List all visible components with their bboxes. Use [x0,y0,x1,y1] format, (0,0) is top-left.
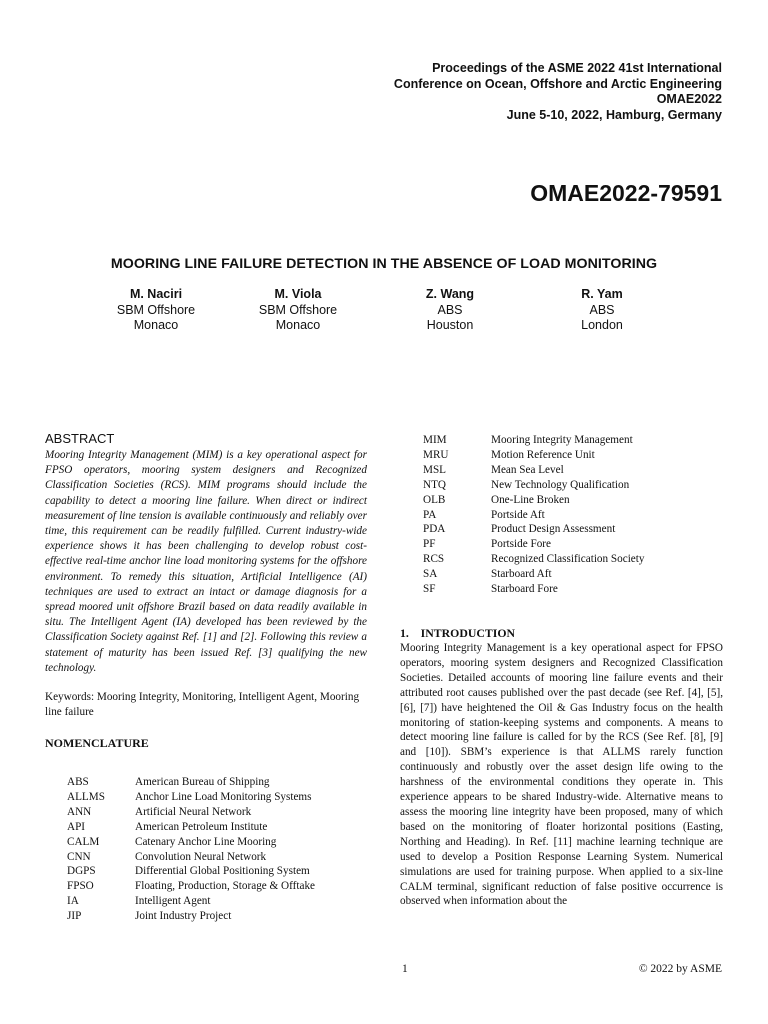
nomenclature-def: American Bureau of Shipping [135,776,270,788]
nomenclature-abbr: OLB [423,493,446,506]
paper-id: OMAE2022-79591 [530,180,722,206]
nomenclature-abbr: PDA [423,523,446,536]
nomenclature-def: Catenary Anchor Line Mooring [135,835,277,848]
author-block [213,287,383,334]
nomenclature-def: Joint Industry Project [135,910,232,923]
nomenclature-abbr: PA [423,508,437,521]
author-name: Z. Wang [425,287,475,301]
nomenclature-row [423,433,723,448]
nomenclature-abbr: ABS [67,776,89,788]
nomenclature-def: Intelligent Agent [135,895,211,908]
nomenclature-def: New Technology Qualification [491,478,630,491]
nomenclature-row [423,463,723,478]
nomenclature-row [423,478,723,493]
introduction-body: Mooring Integrity Management is a key operational aspect for FPSO operators, mooring system designers and Recognized Classification Societies. Detailed accounts of mooring line failure events and their attributed root causes published over the past decade (see Ref. [4], [5], [6], [7]) have heightened the Oil & Gas Industry focus on the health monitoring of station-keeping systems and components. A means to detect mooring line failure is called for by the RCS (See Ref. [8], [9] and [10]). SBM’s experience is that ALLMS rarely function continuously and robustly over the asset design life owing to the harshness of the environmental conditions they operate in. This experience appears to be shared Industry-wide. Alternative means to assess the mooring line integrity have been proposed, many of which based on the monitoring of floater horizontal positions (Easting, Northing and Heading). In Ref. [11] machine learning technique are used to develop a Position Response Learning System. Numerical simulations are used for training purpose. When applied to a six-line CALM terminal, significant reduction of false positive occurrence is observed when information about the [400,642,723,908]
nomenclature-def: Portside Aft [491,508,545,521]
nomenclature-row [423,508,723,523]
author-name: M. Naciri [129,287,183,301]
page-number: 1 [402,963,408,975]
nomenclature-def: Differential Global Positioning System [135,865,310,878]
nomenclature-abbr: JIP [67,910,82,923]
nomenclature-abbr: FPSO [67,880,94,893]
author-location: London [581,318,623,332]
header-line: OMAE2022 [656,92,722,106]
header-line: Proceedings of the ASME 2022 41st International [432,61,722,75]
nomenclature-row [423,552,723,567]
nomenclature-abbr: MIM [423,434,447,446]
nomenclature-heading: NOMENCLATURE [45,736,149,751]
header-line: June 5-10, 2022, Hamburg, Germany [506,107,722,122]
introduction-section [400,626,723,909]
proceedings-header [394,61,722,123]
author-location: Monaco [275,318,321,332]
author-block [517,287,687,334]
author-block [365,287,535,334]
author-name: R. Yam [581,287,623,301]
nomenclature-row [423,493,723,508]
nomenclature-abbr: CALM [67,835,100,848]
abstract-body: Mooring Integrity Management (MIM) is a key operational aspect for FPSO operators, mooring system designers and Recognized Classification Societies (RCS). MIM programs should include the capability to detect a mooring line failure. When direct or indirect measurement of line tension is available continuously and reliably over time, this requirement can be readily fulfilled. Current industry-wide experience shows it has been challenging to develop robust cost-effective real-time anchor line load monitoring systems for the offshore environment. To remedy this situation, Artificial Intelligence (AI) techniques are used to extract an intact or damage diagnosis for a spread moored unit offshore Brazil based on data readily available in situ. The Intelligent Agent (IA) developed has been reviewed by the Classification Society against Ref. [1] and [2]. Following this review a statement of maturity has been issued Ref. [3] qualifying the new technology. [45,449,367,674]
nomenclature-row [67,835,367,850]
nomenclature-def: Convolution Neural Network [135,850,267,863]
nomenclature-list-right [423,433,723,597]
nomenclature-abbr: ANN [67,805,92,818]
author-location: Houston [426,318,474,332]
nomenclature-def: Starboard Aft [491,568,552,581]
nomenclature-row [67,894,367,909]
introduction-heading: 1. INTRODUCTION [400,626,516,640]
abstract-heading: ABSTRACT [45,431,115,446]
header-line: Conference on Ocean, Offshore and Arctic Engineering [393,76,722,91]
nomenclature-def: Motion Reference Unit [491,448,595,461]
nomenclature-abbr: ALLMS [67,790,105,803]
nomenclature-row [423,522,723,537]
author-affiliation: SBM Offshore [258,302,338,317]
author-name: M. Viola [274,287,322,301]
nomenclature-abbr: NTQ [423,478,446,491]
nomenclature-row [67,879,367,894]
nomenclature-abbr: RCS [423,553,445,566]
nomenclature-row [67,850,367,865]
nomenclature-def: Portside Fore [491,538,551,551]
nomenclature-def: Starboard Fore [491,583,558,596]
nomenclature-def: American Petroleum Institute [135,820,268,833]
nomenclature-abbr: SA [423,568,438,581]
nomenclature-row [423,582,723,597]
nomenclature-abbr: MRU [423,448,449,461]
nomenclature-abbr: API [67,820,86,833]
nomenclature-def: Mean Sea Level [491,463,564,476]
paper-title: MOORING LINE FAILURE DETECTION IN THE ABSENCE OF LOAD MONITORING [110,256,658,272]
nomenclature-row [67,820,367,835]
nomenclature-abbr: MSL [423,463,447,476]
nomenclature-abbr: IA [67,895,79,908]
nomenclature-def: Product Design Assessment [491,523,616,536]
nomenclature-row [423,448,723,463]
nomenclature-row [67,864,367,879]
author-affiliation: ABS [589,302,615,317]
keywords: Keywords: Mooring Integrity, Monitoring, Intelligent Agent, Mooring line failure [45,691,360,719]
nomenclature-row [423,567,723,582]
author-affiliation: ABS [437,302,463,317]
nomenclature-abbr: CNN [67,850,91,863]
nomenclature-row [67,775,367,790]
nomenclature-abbr: PF [423,538,436,551]
nomenclature-row [67,790,367,805]
nomenclature-abbr: DGPS [67,865,96,878]
left-column [45,431,367,751]
nomenclature-def: Artificial Neural Network [135,805,252,818]
nomenclature-row [67,909,367,924]
copyright: © 2022 by ASME [638,963,722,975]
nomenclature-def: Recognized Classification Society [491,553,645,566]
nomenclature-list-left [67,775,367,924]
nomenclature-row [67,805,367,820]
author-affiliation: SBM Offshore [116,302,196,317]
nomenclature-row [423,537,723,552]
nomenclature-def: Mooring Integrity Management [491,434,633,446]
author-location: Monaco [133,318,179,332]
nomenclature-abbr: SF [423,583,436,596]
nomenclature-def: One-Line Broken [491,493,570,506]
nomenclature-def: Anchor Line Load Monitoring Systems [135,790,312,803]
nomenclature-def: Floating, Production, Storage & Offtake [135,880,316,893]
